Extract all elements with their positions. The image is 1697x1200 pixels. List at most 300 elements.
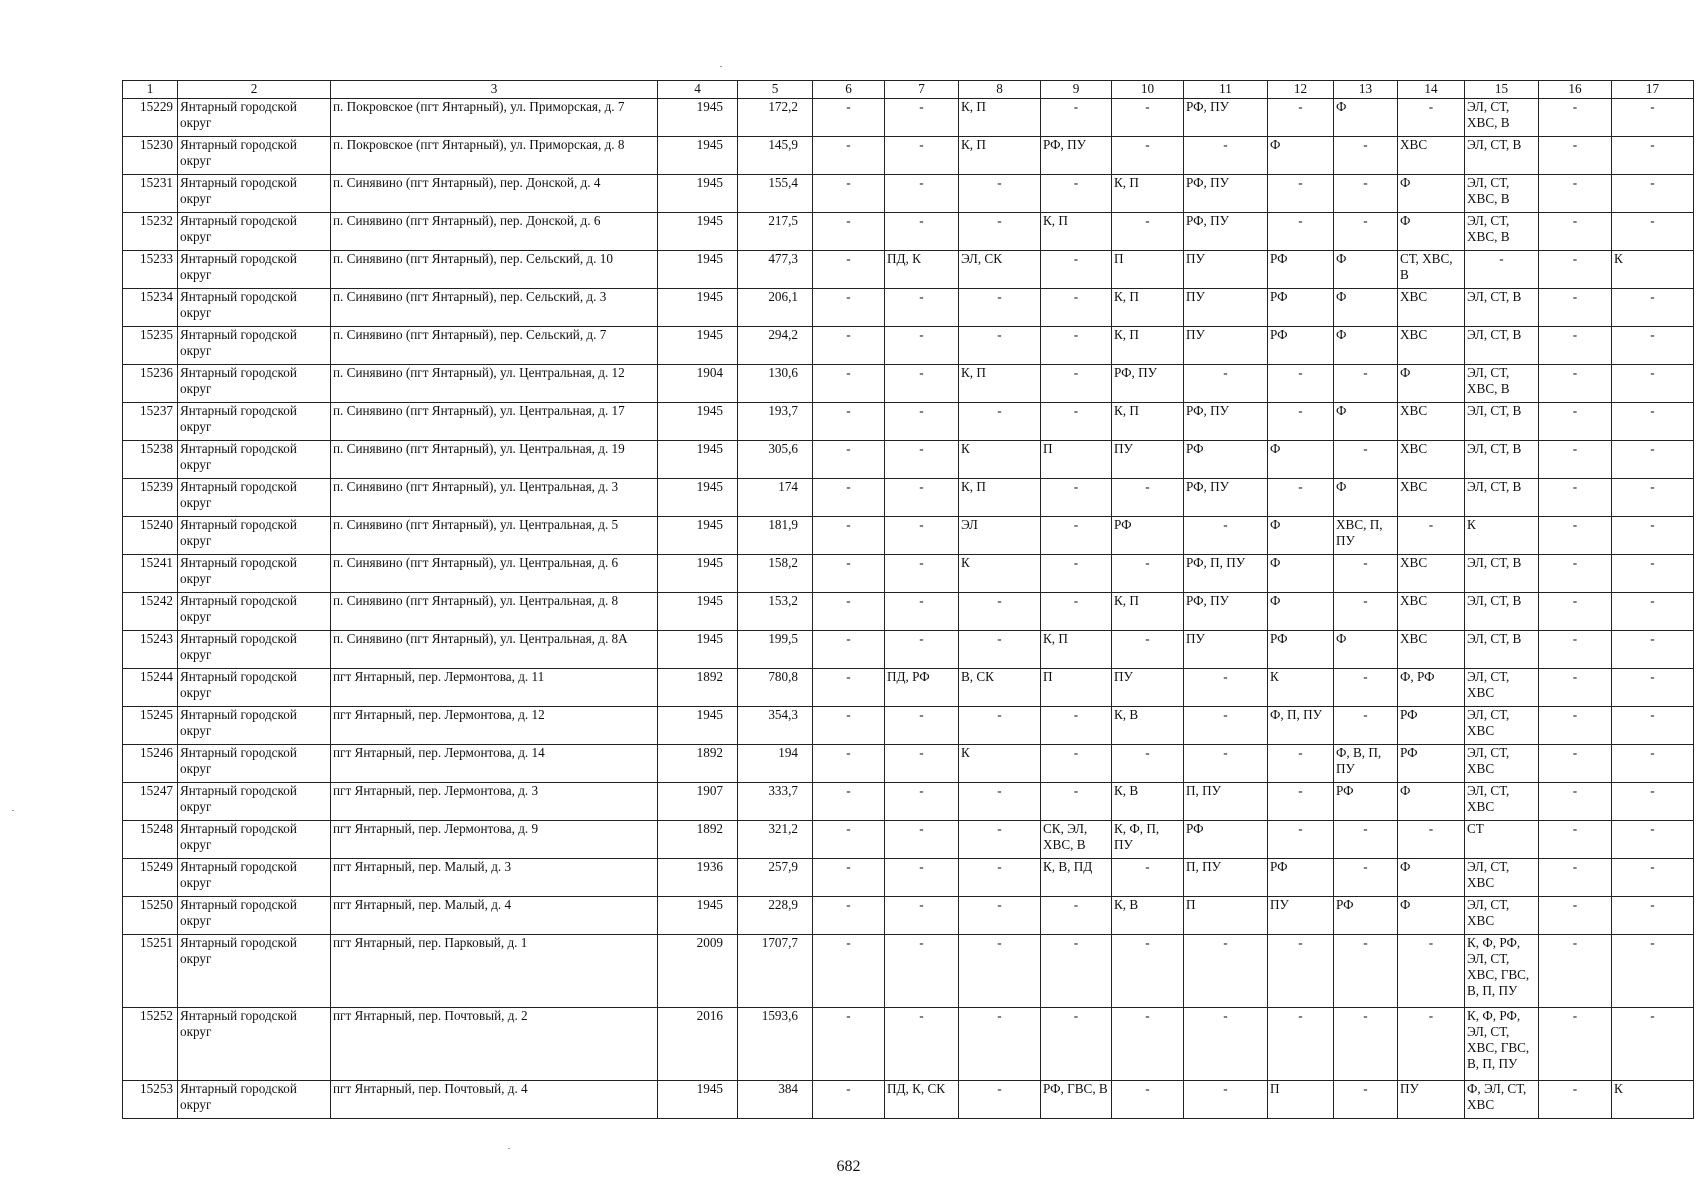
table-cell-col-12: РФ	[1268, 631, 1334, 669]
table-row	[123, 213, 1694, 251]
table-cell-col-13: Ф	[1334, 251, 1398, 289]
table-row	[123, 99, 1694, 137]
table-cell-col-16: -	[1539, 517, 1612, 555]
table-cell-col-9: РФ, ГВС, В	[1041, 1081, 1112, 1119]
table-cell-col-9: К, В, ПД	[1041, 859, 1112, 897]
table-cell-col-16: -	[1539, 213, 1612, 251]
table-cell-col-5: 257,9	[738, 859, 813, 897]
table-cell-col-3: пгт Янтарный, пер. Малый, д. 3	[331, 859, 658, 897]
table-cell-col-17: -	[1612, 99, 1694, 137]
table-cell-col-3: пгт Янтарный, пер. Парковый, д. 1	[331, 935, 658, 1008]
table-cell-col-15: ЭЛ, СТ, В	[1465, 593, 1539, 631]
table-cell-col-12: -	[1268, 175, 1334, 213]
table-cell-col-4: 1945	[658, 289, 738, 327]
table-cell-col-1: 15233	[123, 251, 178, 289]
table-cell-col-6: -	[813, 935, 885, 1008]
table-cell-col-13: Ф	[1334, 403, 1398, 441]
table-cell-col-12: Ф	[1268, 137, 1334, 175]
table-cell-col-2: Янтарный городской округ	[178, 1008, 331, 1081]
table-cell-col-11: ПУ	[1184, 327, 1268, 365]
table-cell-col-1: 15239	[123, 479, 178, 517]
table-cell-col-3: п. Синявино (пгт Янтарный), пер. Сельский, д. 7	[331, 327, 658, 365]
table-cell-col-10: К, П	[1112, 593, 1184, 631]
column-number-1: 1	[123, 81, 178, 99]
table-cell-col-3: п. Синявино (пгт Янтарный), ул. Центральная, д. 12	[331, 365, 658, 403]
table-cell-col-5: 333,7	[738, 783, 813, 821]
table-cell-col-5: 321,2	[738, 821, 813, 859]
table-cell-col-15: ЭЛ, СТ, В	[1465, 403, 1539, 441]
table-cell-col-14: ХВС	[1398, 631, 1465, 669]
table-cell-col-7: -	[885, 593, 959, 631]
table-cell-col-1: 15251	[123, 935, 178, 1008]
table-cell-col-14: -	[1398, 821, 1465, 859]
table-row	[123, 1008, 1694, 1081]
column-number-3: 3	[331, 81, 658, 99]
table-cell-col-4: 1945	[658, 897, 738, 935]
table-cell-col-11: ПУ	[1184, 251, 1268, 289]
table-cell-col-17: -	[1612, 479, 1694, 517]
table-cell-col-9: -	[1041, 1008, 1112, 1081]
table-cell-col-17: -	[1612, 897, 1694, 935]
table-cell-col-5: 172,2	[738, 99, 813, 137]
table-cell-col-15: ЭЛ, СТ, В	[1465, 479, 1539, 517]
table-cell-col-15: ЭЛ, СТ, ХВС, В	[1465, 213, 1539, 251]
table-cell-col-3: п. Синявино (пгт Янтарный), ул. Центральная, д. 6	[331, 555, 658, 593]
table-cell-col-4: 1945	[658, 555, 738, 593]
table-cell-col-16: -	[1539, 593, 1612, 631]
table-cell-col-13: -	[1334, 137, 1398, 175]
table-cell-col-2: Янтарный городской округ	[178, 137, 331, 175]
table-cell-col-10: -	[1112, 631, 1184, 669]
table-cell-col-7: -	[885, 517, 959, 555]
table-cell-col-4: 1945	[658, 403, 738, 441]
table-cell-col-10: ПУ	[1112, 441, 1184, 479]
table-row	[123, 479, 1694, 517]
table-cell-col-11: -	[1184, 517, 1268, 555]
table-cell-col-10: -	[1112, 745, 1184, 783]
table-cell-col-7: -	[885, 99, 959, 137]
table-cell-col-4: 1892	[658, 821, 738, 859]
table-cell-col-17: -	[1612, 783, 1694, 821]
table-cell-col-9: -	[1041, 175, 1112, 213]
table-cell-col-12: П	[1268, 1081, 1334, 1119]
table-cell-col-3: п. Покровское (пгт Янтарный), ул. Приморская, д. 7	[331, 99, 658, 137]
table-cell-col-2: Янтарный городской округ	[178, 897, 331, 935]
table-cell-col-7: -	[885, 213, 959, 251]
table-cell-col-4: 1945	[658, 213, 738, 251]
table-cell-col-9: СК, ЭЛ, ХВС, В	[1041, 821, 1112, 859]
table-cell-col-13: -	[1334, 669, 1398, 707]
table-row	[123, 403, 1694, 441]
table-cell-col-16: -	[1539, 99, 1612, 137]
table-cell-col-7: -	[885, 935, 959, 1008]
table-cell-col-10: -	[1112, 1008, 1184, 1081]
table-cell-col-8: К	[959, 441, 1041, 479]
table-cell-col-8: -	[959, 1081, 1041, 1119]
table-cell-col-2: Янтарный городской округ	[178, 365, 331, 403]
table-cell-col-15: ЭЛ, СТ, ХВС, В	[1465, 365, 1539, 403]
table-cell-col-14: ХВС	[1398, 479, 1465, 517]
table-cell-col-2: Янтарный городской округ	[178, 555, 331, 593]
table-row	[123, 707, 1694, 745]
table-cell-col-10: К, В	[1112, 707, 1184, 745]
table-cell-col-17: -	[1612, 631, 1694, 669]
table-cell-col-5: 174	[738, 479, 813, 517]
table-cell-col-2: Янтарный городской округ	[178, 859, 331, 897]
table-cell-col-3: пгт Янтарный, пер. Лермонтова, д. 9	[331, 821, 658, 859]
table-cell-col-15: ЭЛ, СТ, ХВС	[1465, 745, 1539, 783]
table-cell-col-11: П	[1184, 897, 1268, 935]
table-cell-col-16: -	[1539, 441, 1612, 479]
table-cell-col-13: РФ	[1334, 783, 1398, 821]
table-cell-col-7: -	[885, 327, 959, 365]
table-cell-col-4: 1907	[658, 783, 738, 821]
table-cell-col-6: -	[813, 365, 885, 403]
table-cell-col-7: ПД, РФ	[885, 669, 959, 707]
table-cell-col-6: -	[813, 251, 885, 289]
table-cell-col-8: ЭЛ, СК	[959, 251, 1041, 289]
table-cell-col-6: -	[813, 479, 885, 517]
table-cell-col-15: ЭЛ, СТ, В	[1465, 555, 1539, 593]
table-cell-col-15: СТ	[1465, 821, 1539, 859]
table-cell-col-4: 1945	[658, 137, 738, 175]
table-cell-col-6: -	[813, 517, 885, 555]
table-row	[123, 365, 1694, 403]
table-cell-col-3: п. Синявино (пгт Янтарный), пер. Сельский, д. 3	[331, 289, 658, 327]
table-cell-col-11: П, ПУ	[1184, 859, 1268, 897]
table-cell-col-12: К	[1268, 669, 1334, 707]
table-cell-col-10: К, Ф, П, ПУ	[1112, 821, 1184, 859]
table-cell-col-13: -	[1334, 859, 1398, 897]
table-cell-col-5: 1593,6	[738, 1008, 813, 1081]
table-cell-col-15: ЭЛ, СТ, В	[1465, 137, 1539, 175]
table-cell-col-3: п. Синявино (пгт Янтарный), ул. Центральная, д. 8А	[331, 631, 658, 669]
table-cell-col-7: -	[885, 821, 959, 859]
table-cell-col-5: 217,5	[738, 213, 813, 251]
table-cell-col-15: ЭЛ, СТ, ХВС	[1465, 897, 1539, 935]
table-cell-col-8: К, П	[959, 137, 1041, 175]
table-cell-col-8: В, СК	[959, 669, 1041, 707]
table-cell-col-10: РФ	[1112, 517, 1184, 555]
column-number-5: 5	[738, 81, 813, 99]
table-cell-col-6: -	[813, 175, 885, 213]
table-cell-col-11: РФ, ПУ	[1184, 213, 1268, 251]
table-cell-col-14: -	[1398, 99, 1465, 137]
table-cell-col-16: -	[1539, 897, 1612, 935]
table-cell-col-15: ЭЛ, СТ, ХВС, В	[1465, 99, 1539, 137]
table-cell-col-14: ХВС	[1398, 403, 1465, 441]
table-cell-col-12: Ф	[1268, 441, 1334, 479]
scan-speck	[508, 1148, 510, 1149]
column-number-7: 7	[885, 81, 959, 99]
table-cell-col-16: -	[1539, 403, 1612, 441]
table-cell-col-17: -	[1612, 441, 1694, 479]
table-cell-col-12: -	[1268, 99, 1334, 137]
table-row	[123, 175, 1694, 213]
table-cell-col-16: -	[1539, 137, 1612, 175]
table-cell-col-14: -	[1398, 517, 1465, 555]
table-cell-col-14: Ф	[1398, 783, 1465, 821]
table-cell-col-7: -	[885, 783, 959, 821]
table-cell-col-10: -	[1112, 935, 1184, 1008]
scan-speck	[720, 66, 722, 67]
table-cell-col-15: К	[1465, 517, 1539, 555]
table-cell-col-6: -	[813, 593, 885, 631]
column-number-11: 11	[1184, 81, 1268, 99]
table-cell-col-7: -	[885, 1008, 959, 1081]
table-cell-col-13: -	[1334, 821, 1398, 859]
table-cell-col-6: -	[813, 555, 885, 593]
table-cell-col-3: пгт Янтарный, пер. Лермонтова, д. 12	[331, 707, 658, 745]
table-cell-col-2: Янтарный городской округ	[178, 783, 331, 821]
table-cell-col-3: п. Покровское (пгт Янтарный), ул. Приморская, д. 8	[331, 137, 658, 175]
table-cell-col-14: ХВС	[1398, 441, 1465, 479]
table-cell-col-3: п. Синявино (пгт Янтарный), ул. Центральная, д. 3	[331, 479, 658, 517]
table-cell-col-11: -	[1184, 365, 1268, 403]
table-cell-col-14: ХВС	[1398, 593, 1465, 631]
table-cell-col-13: Ф	[1334, 631, 1398, 669]
table-cell-col-8: К, П	[959, 99, 1041, 137]
table-cell-col-16: -	[1539, 821, 1612, 859]
table-cell-col-9: К, П	[1041, 213, 1112, 251]
table-body	[123, 99, 1694, 1119]
table-cell-col-12: ПУ	[1268, 897, 1334, 935]
table-cell-col-17: -	[1612, 289, 1694, 327]
table-cell-col-9: -	[1041, 289, 1112, 327]
table-cell-col-16: -	[1539, 1081, 1612, 1119]
table-cell-col-11: -	[1184, 669, 1268, 707]
register-table	[122, 80, 1694, 1119]
table-cell-col-15: К, Ф, РФ, ЭЛ, СТ, ХВС, ГВС, В, П, ПУ	[1465, 935, 1539, 1008]
table-cell-col-5: 354,3	[738, 707, 813, 745]
table-cell-col-4: 1945	[658, 517, 738, 555]
table-cell-col-10: К, П	[1112, 403, 1184, 441]
table-cell-col-14: ХВС	[1398, 327, 1465, 365]
table-cell-col-12: -	[1268, 403, 1334, 441]
table-cell-col-13: Ф	[1334, 479, 1398, 517]
table-cell-col-8: К	[959, 745, 1041, 783]
table-cell-col-1: 15237	[123, 403, 178, 441]
table-cell-col-1: 15241	[123, 555, 178, 593]
table-cell-col-9: -	[1041, 251, 1112, 289]
table-cell-col-9: -	[1041, 745, 1112, 783]
table-cell-col-7: -	[885, 137, 959, 175]
table-cell-col-1: 15232	[123, 213, 178, 251]
table-cell-col-17: -	[1612, 745, 1694, 783]
table-cell-col-7: -	[885, 707, 959, 745]
table-cell-col-14: ХВС	[1398, 555, 1465, 593]
table-cell-col-7: -	[885, 365, 959, 403]
table-cell-col-7: ПД, К, СК	[885, 1081, 959, 1119]
table-cell-col-10: -	[1112, 1081, 1184, 1119]
table-cell-col-4: 1936	[658, 859, 738, 897]
table-cell-col-13: -	[1334, 1081, 1398, 1119]
table-cell-col-1: 15252	[123, 1008, 178, 1081]
table-cell-col-1: 15242	[123, 593, 178, 631]
table-cell-col-14: Ф	[1398, 365, 1465, 403]
table-cell-col-3: пгт Янтарный, пер. Лермонтова, д. 3	[331, 783, 658, 821]
table-cell-col-11: -	[1184, 745, 1268, 783]
table-cell-col-14: РФ	[1398, 745, 1465, 783]
table-cell-col-13: -	[1334, 593, 1398, 631]
table-cell-col-2: Янтарный городской округ	[178, 935, 331, 1008]
table-cell-col-9: -	[1041, 99, 1112, 137]
table-cell-col-10: П	[1112, 251, 1184, 289]
table-cell-col-8: -	[959, 783, 1041, 821]
table-cell-col-11: П, ПУ	[1184, 783, 1268, 821]
table-cell-col-4: 1945	[658, 251, 738, 289]
table-cell-col-8: -	[959, 175, 1041, 213]
table-cell-col-4: 2009	[658, 935, 738, 1008]
table-cell-col-4: 1945	[658, 441, 738, 479]
table-cell-col-17: -	[1612, 213, 1694, 251]
table-cell-col-6: -	[813, 327, 885, 365]
table-cell-col-16: -	[1539, 251, 1612, 289]
table-cell-col-17: К	[1612, 1081, 1694, 1119]
table-cell-col-6: -	[813, 745, 885, 783]
table-cell-col-14: ХВС	[1398, 137, 1465, 175]
table-cell-col-11: РФ, ПУ	[1184, 99, 1268, 137]
table-cell-col-3: п. Синявино (пгт Янтарный), пер. Сельский, д. 10	[331, 251, 658, 289]
table-row	[123, 289, 1694, 327]
table-cell-col-6: -	[813, 707, 885, 745]
table-cell-col-9: -	[1041, 707, 1112, 745]
table-cell-col-15: ЭЛ, СТ, В	[1465, 631, 1539, 669]
table-cell-col-3: пгт Янтарный, пер. Лермонтова, д. 14	[331, 745, 658, 783]
table-cell-col-16: -	[1539, 669, 1612, 707]
table-cell-col-10: К, П	[1112, 327, 1184, 365]
table-cell-col-16: -	[1539, 175, 1612, 213]
table-cell-col-3: пгт Янтарный, пер. Почтовый, д. 4	[331, 1081, 658, 1119]
table-cell-col-14: Ф	[1398, 859, 1465, 897]
column-number-12: 12	[1268, 81, 1334, 99]
table-cell-col-14: Ф	[1398, 175, 1465, 213]
table-cell-col-9: -	[1041, 593, 1112, 631]
table-cell-col-3: п. Синявино (пгт Янтарный), пер. Донской, д. 6	[331, 213, 658, 251]
table-cell-col-1: 15253	[123, 1081, 178, 1119]
table-cell-col-4: 1945	[658, 631, 738, 669]
table-cell-col-5: 477,3	[738, 251, 813, 289]
table-cell-col-8: -	[959, 707, 1041, 745]
table-cell-col-5: 158,2	[738, 555, 813, 593]
table-cell-col-17: -	[1612, 935, 1694, 1008]
table-cell-col-9: -	[1041, 365, 1112, 403]
table-cell-col-11: РФ, ПУ	[1184, 479, 1268, 517]
table-cell-col-6: -	[813, 859, 885, 897]
table-cell-col-11: -	[1184, 1081, 1268, 1119]
table-row	[123, 327, 1694, 365]
table-cell-col-7: -	[885, 555, 959, 593]
table-cell-col-11: РФ, ПУ	[1184, 175, 1268, 213]
table-cell-col-1: 15236	[123, 365, 178, 403]
table-cell-col-1: 15249	[123, 859, 178, 897]
table-cell-col-13: Ф	[1334, 327, 1398, 365]
table-cell-col-3: пгт Янтарный, пер. Малый, д. 4	[331, 897, 658, 935]
table-cell-col-11: РФ, ПУ	[1184, 593, 1268, 631]
table-cell-col-7: -	[885, 403, 959, 441]
table-cell-col-14: Ф	[1398, 213, 1465, 251]
table-cell-col-3: п. Синявино (пгт Янтарный), ул. Центральная, д. 17	[331, 403, 658, 441]
table-cell-col-16: -	[1539, 365, 1612, 403]
table-cell-col-5: 130,6	[738, 365, 813, 403]
column-number-6: 6	[813, 81, 885, 99]
table-cell-col-16: -	[1539, 783, 1612, 821]
table-cell-col-2: Янтарный городской округ	[178, 821, 331, 859]
table-row	[123, 935, 1694, 1008]
table-cell-col-13: -	[1334, 935, 1398, 1008]
table-cell-col-16: -	[1539, 707, 1612, 745]
table-cell-col-9: -	[1041, 783, 1112, 821]
table-cell-col-5: 1707,7	[738, 935, 813, 1008]
table-cell-col-12: -	[1268, 783, 1334, 821]
table-cell-col-1: 15229	[123, 99, 178, 137]
table-cell-col-12: РФ	[1268, 251, 1334, 289]
table-cell-col-14: Ф, РФ	[1398, 669, 1465, 707]
column-number-17: 17	[1612, 81, 1694, 99]
table-cell-col-7: -	[885, 441, 959, 479]
table-cell-col-16: -	[1539, 289, 1612, 327]
table-cell-col-9: -	[1041, 935, 1112, 1008]
table-cell-col-14: -	[1398, 935, 1465, 1008]
table-cell-col-5: 384	[738, 1081, 813, 1119]
table-cell-col-7: -	[885, 289, 959, 327]
table-cell-col-12: -	[1268, 821, 1334, 859]
table-cell-col-6: -	[813, 897, 885, 935]
table-cell-col-8: К, П	[959, 365, 1041, 403]
table-cell-col-5: 145,9	[738, 137, 813, 175]
table-cell-col-8: -	[959, 1008, 1041, 1081]
table-cell-col-6: -	[813, 289, 885, 327]
table-cell-col-11: -	[1184, 137, 1268, 175]
table-cell-col-8: -	[959, 403, 1041, 441]
table-cell-col-6: -	[813, 783, 885, 821]
table-cell-col-4: 1945	[658, 99, 738, 137]
table-cell-col-9: П	[1041, 441, 1112, 479]
table-cell-col-1: 15238	[123, 441, 178, 479]
table-cell-col-12: Ф	[1268, 593, 1334, 631]
table-cell-col-6: -	[813, 631, 885, 669]
table-cell-col-7: ПД, К	[885, 251, 959, 289]
table-row	[123, 783, 1694, 821]
table-cell-col-10: -	[1112, 213, 1184, 251]
table-cell-col-16: -	[1539, 859, 1612, 897]
table-cell-col-13: -	[1334, 441, 1398, 479]
table-cell-col-1: 15230	[123, 137, 178, 175]
table-cell-col-5: 181,9	[738, 517, 813, 555]
table-cell-col-16: -	[1539, 1008, 1612, 1081]
table-cell-col-2: Янтарный городской округ	[178, 327, 331, 365]
table-cell-col-7: -	[885, 479, 959, 517]
table-cell-col-16: -	[1539, 631, 1612, 669]
table-cell-col-3: п. Синявино (пгт Янтарный), ул. Центральная, д. 8	[331, 593, 658, 631]
table-cell-col-13: -	[1334, 1008, 1398, 1081]
table-cell-col-9: П	[1041, 669, 1112, 707]
table-header	[123, 81, 1694, 99]
column-number-9: 9	[1041, 81, 1112, 99]
table-cell-col-1: 15245	[123, 707, 178, 745]
table-cell-col-14: ХВС	[1398, 289, 1465, 327]
table-cell-col-15: ЭЛ, СТ, ХВС, В	[1465, 175, 1539, 213]
table-cell-col-12: РФ	[1268, 327, 1334, 365]
table-cell-col-4: 1892	[658, 745, 738, 783]
table-cell-col-8: К	[959, 555, 1041, 593]
table-cell-col-10: ПУ	[1112, 669, 1184, 707]
table-cell-col-17: -	[1612, 1008, 1694, 1081]
table-cell-col-1: 15248	[123, 821, 178, 859]
table-cell-col-6: -	[813, 1081, 885, 1119]
table-row	[123, 1081, 1694, 1119]
table-row	[123, 593, 1694, 631]
